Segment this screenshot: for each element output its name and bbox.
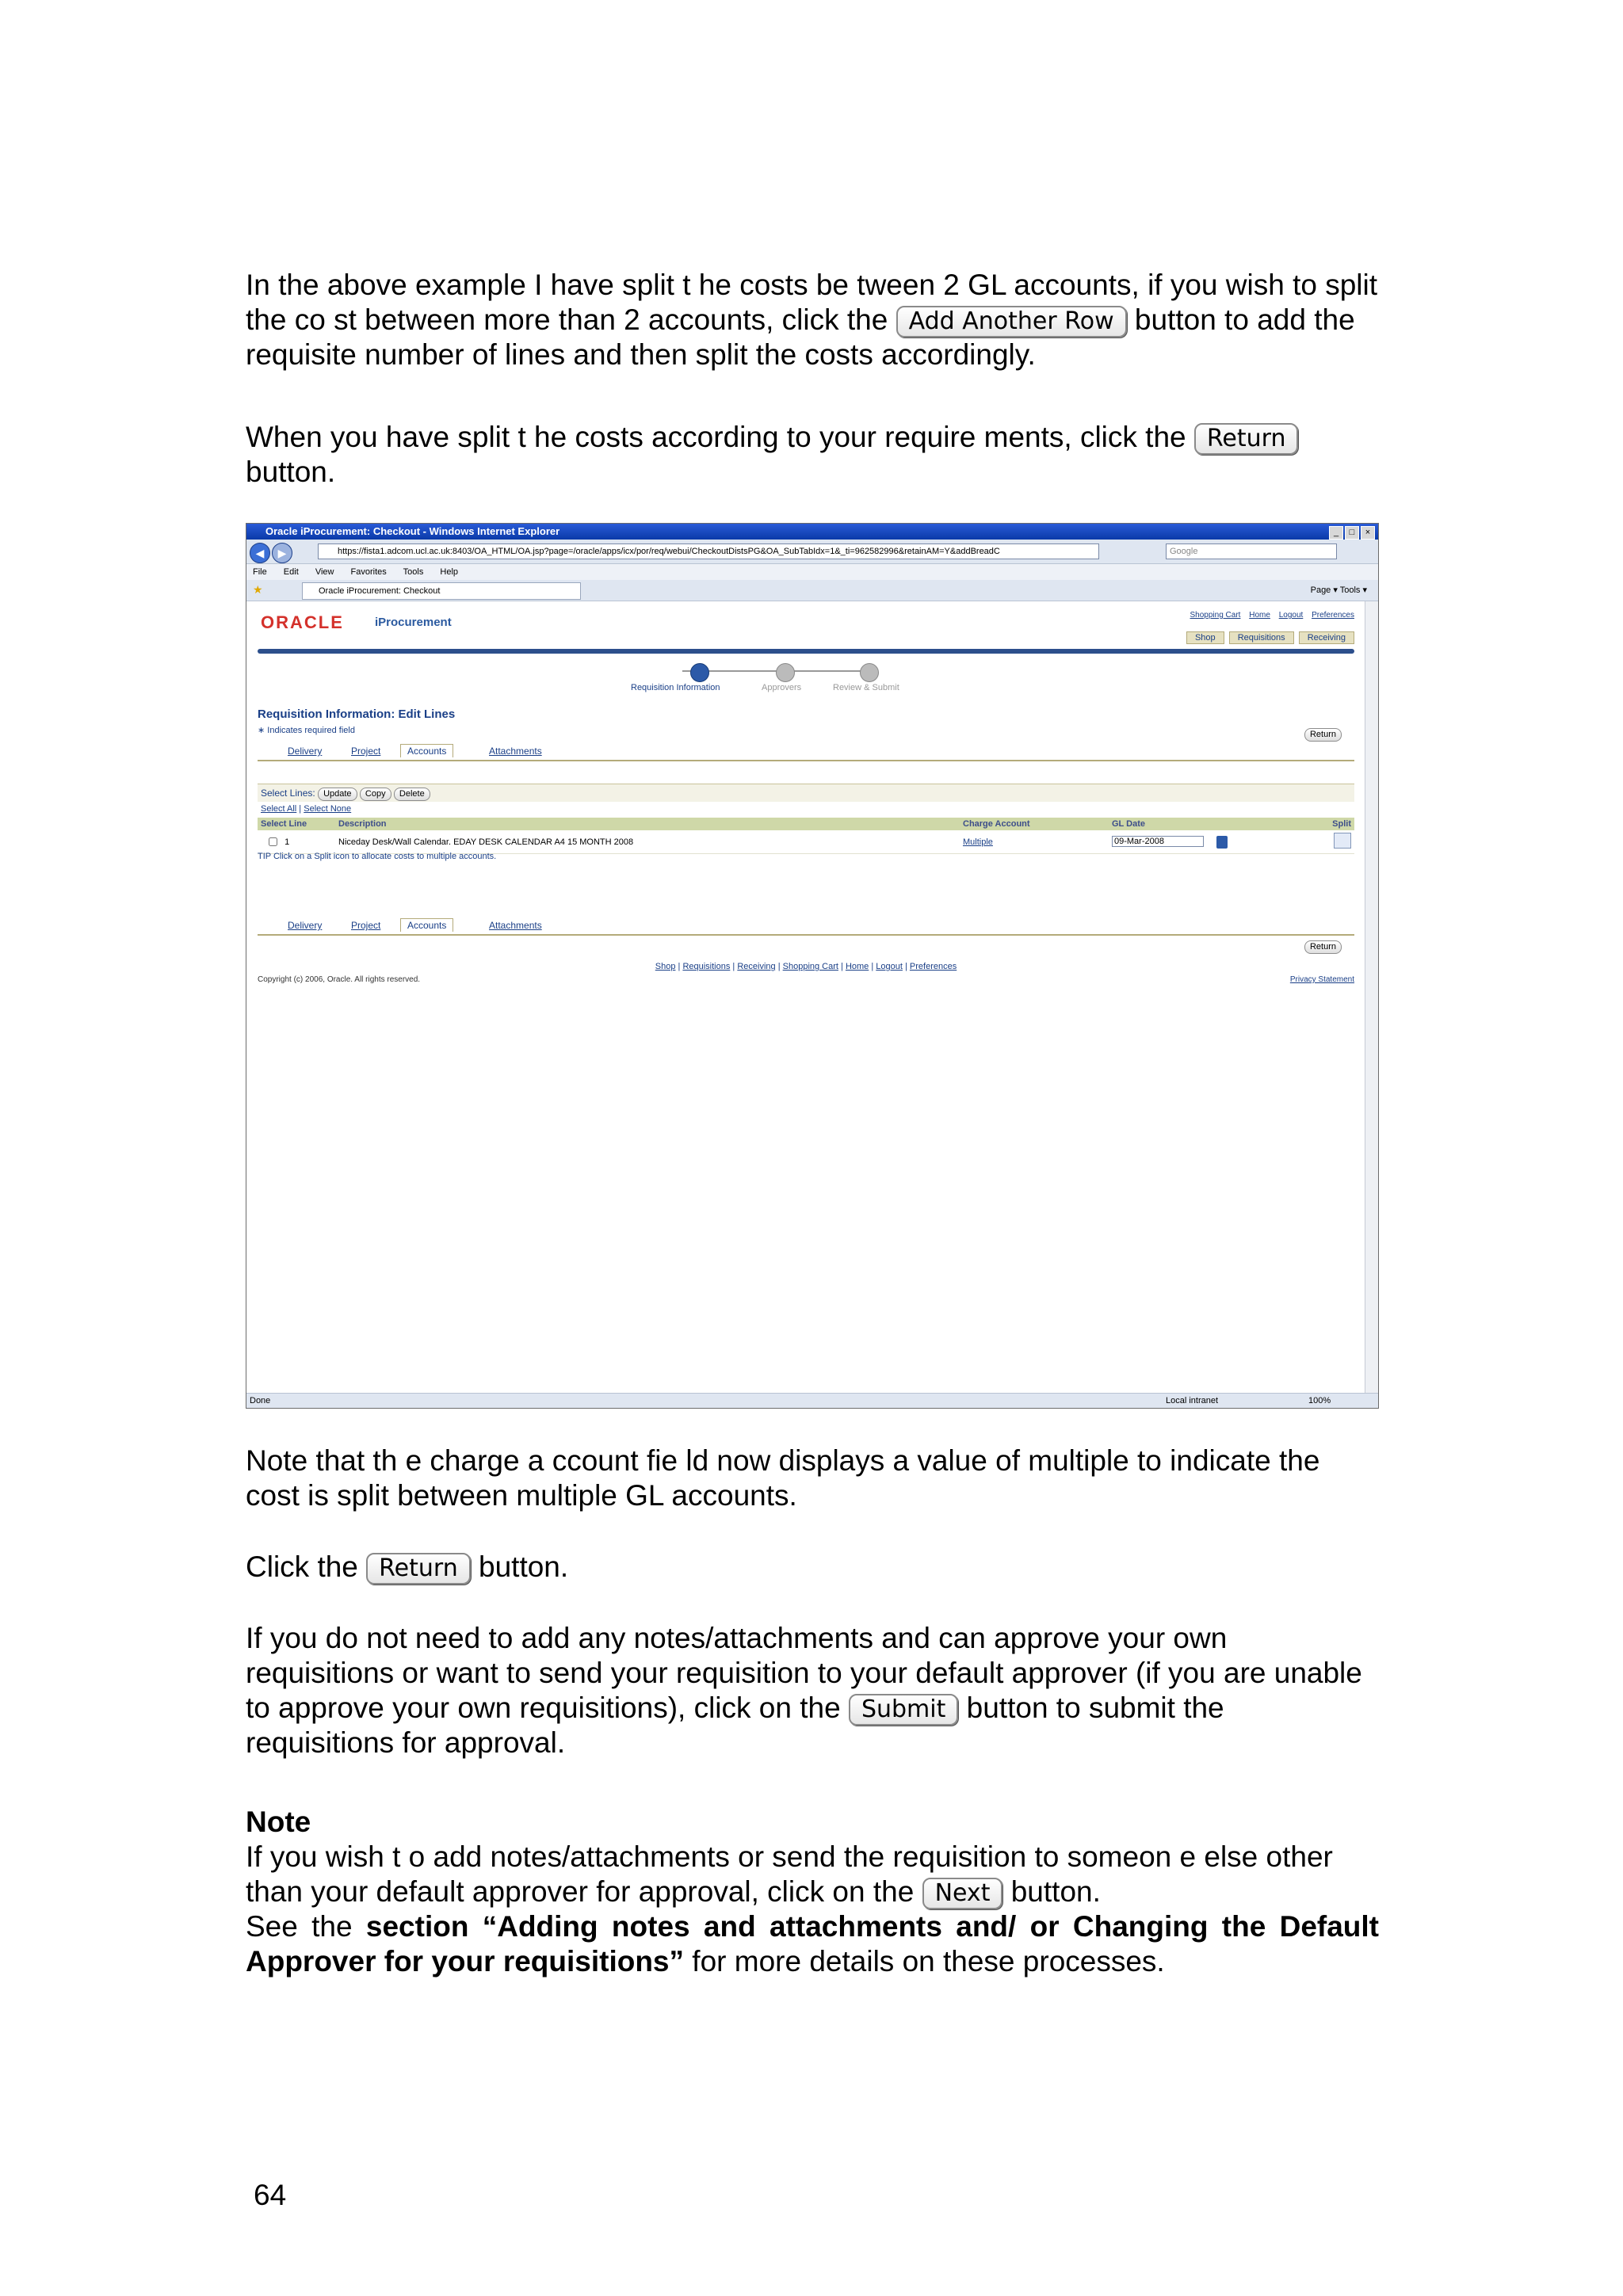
- page-number: 64: [254, 2179, 287, 2211]
- note-section: [246, 1805, 1379, 1979]
- subtabs-top: [258, 744, 1354, 761]
- charge-account-link[interactable]: Multiple: [963, 837, 993, 847]
- maximize-icon[interactable]: □: [1345, 526, 1359, 540]
- subtab-project[interactable]: Project: [351, 920, 381, 931]
- footer-link-logout[interactable]: Logout: [876, 962, 903, 971]
- select-cell: [258, 830, 335, 854]
- paragraph-text: If you wish t o add notes/attachments or send the requisition to someon e else other than your default approver for approval, click on the: [246, 1840, 1333, 1908]
- paragraph-text: button.: [1010, 1875, 1101, 1908]
- paragraph-text: If you do not need to add any notes/attachments and can approve your own requisitions or want to send your requisition to your default approver (if you are unable to approve your own requisitions), click on the: [246, 1622, 1362, 1724]
- train-step: [860, 663, 879, 682]
- train-step: [776, 663, 795, 682]
- note-heading: Note: [246, 1806, 311, 1838]
- status-bar: [246, 1393, 1378, 1408]
- footer-link-home[interactable]: Home: [845, 962, 869, 971]
- subtabs-bottom: [258, 918, 1354, 936]
- zoom-level[interactable]: 100%: [1308, 1396, 1331, 1405]
- menu-file[interactable]: File: [253, 567, 267, 577]
- back-icon[interactable]: ◀: [250, 543, 270, 563]
- paragraph-text: button to submit the requisitions for approval.: [246, 1691, 1224, 1760]
- vertical-scrollbar[interactable]: [1365, 601, 1378, 1394]
- return-button-top[interactable]: Return: [1304, 728, 1342, 742]
- gl-date-cell: [1109, 830, 1305, 854]
- table-header: [258, 818, 1354, 830]
- window-title: Oracle iProcurement: Checkout - Windows Internet Explorer: [246, 524, 1378, 540]
- global-links: [1184, 611, 1354, 620]
- subtab-project[interactable]: Project: [351, 746, 381, 757]
- train-label-approvers: Approvers: [762, 683, 802, 692]
- return-button-bottom[interactable]: Return: [1304, 940, 1342, 954]
- subtab-attachments[interactable]: Attachments: [489, 920, 542, 931]
- browser-tab[interactable]: Oracle iProcurement: Checkout: [302, 582, 581, 600]
- footer-links: Shop | Requisitions | Receiving | Shopping Cart | Home | Logout | Preferences: [655, 962, 957, 971]
- return-button-image: Return: [1194, 423, 1299, 455]
- col-gl-date: GL Date: [1109, 818, 1305, 830]
- subtab-delivery[interactable]: Delivery: [288, 920, 323, 931]
- required-note: ∗ Indicates required field: [258, 726, 355, 735]
- charge-account-cell: [960, 830, 1109, 854]
- link-logout[interactable]: Logout: [1278, 611, 1304, 620]
- forward-icon[interactable]: ▶: [272, 543, 292, 563]
- zone-label: Local intranet: [1166, 1396, 1219, 1405]
- col-charge-account: Charge Account: [960, 818, 1109, 830]
- menu-bar: [246, 564, 1378, 580]
- app-tabs: [1184, 631, 1354, 644]
- tab-bar: [246, 580, 1378, 601]
- train-line: [682, 670, 865, 672]
- select-lines-label: Select Lines:: [261, 788, 315, 799]
- oracle-logo: ORACLE: [261, 612, 344, 632]
- web-page: [246, 601, 1365, 1394]
- paragraph-text: In the above example I have split t he costs be tween 2 GL accounts, if you wish to split the co st between more than 2 accounts, click the: [246, 269, 1378, 336]
- col-description: Description: [335, 818, 960, 830]
- menu-help[interactable]: Help: [440, 567, 459, 577]
- status-text: Done: [250, 1396, 271, 1405]
- privacy-link[interactable]: Privacy Statement: [1289, 975, 1354, 984]
- close-icon[interactable]: ×: [1361, 526, 1375, 540]
- section-reference: section “Adding notes and attachments and/ or Changing the Default Approver for your requisitions”: [246, 1910, 1379, 1978]
- select-lines-bar: [258, 784, 1354, 802]
- paragraph-text: See the: [246, 1910, 353, 1943]
- favorites-star-icon[interactable]: ★: [253, 583, 263, 596]
- subtab-accounts[interactable]: Accounts: [400, 918, 453, 932]
- menu-tools[interactable]: Tools: [403, 567, 424, 577]
- search-input[interactable]: Google: [1166, 543, 1337, 559]
- select-all-link[interactable]: Select All: [261, 804, 297, 814]
- see-section: [246, 1909, 1379, 1979]
- window-controls: [1327, 525, 1375, 540]
- footer-link-preferences[interactable]: Preferences: [909, 962, 957, 971]
- footer-link-requisitions[interactable]: Requisitions: [682, 962, 731, 971]
- paragraph-text: button to add the requisite number of lines and then split the costs accordingly.: [246, 303, 1355, 372]
- description-cell: Niceday Desk/Wall Calendar. EDAY DESK CALENDAR A4 15 MONTH 2008: [335, 830, 960, 854]
- return-button-image: Return: [366, 1553, 471, 1585]
- footer-link-shopping-cart[interactable]: Shopping Cart: [782, 962, 838, 971]
- menu-view[interactable]: View: [315, 567, 334, 577]
- train-label-review-submit: Review & Submit: [833, 683, 899, 692]
- train-step-active: [690, 663, 709, 682]
- lines-table: [258, 818, 1354, 854]
- paragraph-submit: [246, 1621, 1379, 1760]
- split-cell: [1305, 830, 1354, 854]
- paragraph-return-instruction: [246, 420, 1379, 490]
- tab-requisitions[interactable]: Requisitions: [1229, 631, 1294, 644]
- next-button-image: Next: [922, 1878, 1003, 1909]
- subtab-accounts[interactable]: Accounts: [400, 744, 453, 757]
- tip-text: TIP Click on a Split icon to allocate costs to multiple accounts.: [258, 852, 497, 861]
- footer-link-shop[interactable]: Shop: [655, 962, 676, 971]
- tab-shop[interactable]: Shop: [1186, 631, 1224, 644]
- paragraph-text: button.: [246, 456, 336, 489]
- url-input[interactable]: https://fista1.adcom.ucl.ac.uk:8403/OA_HTML/OA.jsp?page=/oracle/apps/icx/por/req/webui/CheckoutDistsPG&OA_SubTabIdx=1&_ti=962582996&retainAM=Y&addBreadC: [318, 543, 1099, 559]
- command-bar-tools[interactable]: Page ▾ Tools ▾: [1310, 585, 1367, 595]
- submit-button-image: Submit: [849, 1694, 958, 1726]
- col-select-line: Select Line: [258, 818, 335, 830]
- menu-edit[interactable]: Edit: [283, 567, 299, 577]
- menu-favorites[interactable]: Favorites: [350, 567, 387, 577]
- paragraph-text: for more details on these processes.: [692, 1945, 1165, 1978]
- copy-button[interactable]: Copy: [360, 788, 391, 801]
- subtab-delivery[interactable]: Delivery: [288, 746, 323, 757]
- paragraph-multiple-note: Note that th e charge a ccount fie ld now displays a value of multiple to indicate the cost is split between multiple GL accounts.: [246, 1444, 1320, 1512]
- section-title: Requisition Information: Edit Lines: [258, 707, 456, 721]
- subtab-attachments[interactable]: Attachments: [489, 746, 542, 757]
- gl-date-input[interactable]: 09-Mar-2008: [1112, 836, 1204, 847]
- note-body: [246, 1840, 1379, 1909]
- split-icon[interactable]: [1334, 833, 1351, 849]
- line-checkbox[interactable]: [269, 837, 277, 846]
- app-name: iProcurement: [375, 616, 452, 629]
- table-row: [258, 830, 1354, 854]
- calendar-icon[interactable]: [1216, 836, 1228, 849]
- header-divider: [258, 649, 1354, 654]
- paragraph-split-costs: [246, 268, 1379, 372]
- link-shopping-cart[interactable]: Shopping Cart: [1190, 611, 1241, 620]
- train-label-requisition-information: Requisition Information: [631, 683, 720, 692]
- link-home[interactable]: Home: [1249, 611, 1270, 620]
- minimize-icon[interactable]: _: [1329, 526, 1343, 540]
- select-all-none: Select All | Select None: [261, 804, 352, 814]
- footer-link-receiving[interactable]: Receiving: [737, 962, 776, 971]
- embedded-screenshot: [246, 523, 1379, 1409]
- col-split: Split: [1305, 818, 1354, 830]
- copyright: Copyright (c) 2006, Oracle. All rights reserved.: [258, 975, 421, 984]
- address-bar: [246, 540, 1378, 564]
- delete-button[interactable]: Delete: [394, 788, 430, 801]
- tab-receiving[interactable]: Receiving: [1299, 631, 1354, 644]
- select-none-link[interactable]: Select None: [304, 804, 352, 814]
- link-preferences[interactable]: Preferences: [1312, 611, 1354, 620]
- line-number: 1: [285, 837, 290, 847]
- add-another-row-button: Add Another Row: [896, 306, 1127, 338]
- paragraph-click-return: [246, 1550, 1379, 1585]
- paragraph-text: Click the: [246, 1550, 358, 1583]
- paragraph-text: When you have split t he costs according to your require ments, click the: [246, 421, 1186, 453]
- paragraph-text: button.: [479, 1550, 569, 1583]
- update-button[interactable]: Update: [318, 788, 357, 801]
